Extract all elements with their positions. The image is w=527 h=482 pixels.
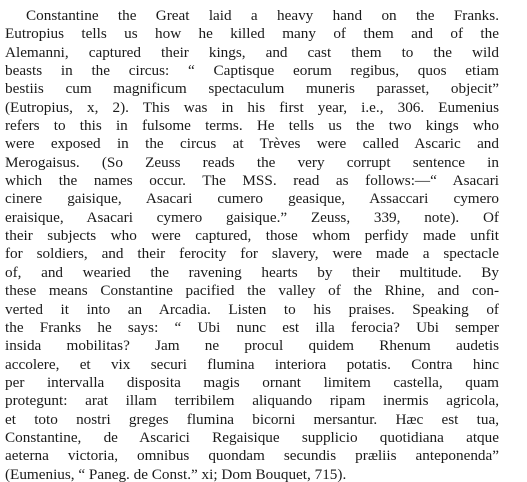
text-line: et toto nostri greges flumina bicorni mersantur. Hæc est tua, <box>5 410 499 428</box>
text-line: per intervalla disposita magis ornant limitem castella, quam <box>5 373 499 391</box>
text-line: the Franks he says: “ Ubi nunc est illa ferocia? Ubi semper <box>5 318 499 336</box>
text-line: refers to this in fulsome terms. He tells us the two kings who <box>5 117 499 135</box>
text-line: eraisique, Asacari cymero gaisique.” Zeuss, 339, note). Of <box>5 208 499 226</box>
body-paragraph <box>5 7 499 482</box>
text-line: aeterna victoria, omnibus quondam secundis præliis anteponenda” <box>5 447 499 465</box>
text-line: Alemanni, captured their kings, and cast them to the wild <box>5 43 499 61</box>
text-line: insida mobilitas? Jam ne procul quidem Rhenum audetis <box>5 337 499 355</box>
text-line: Constantine the Great laid a heavy hand on the Franks. <box>26 7 499 24</box>
text-line: accolere, et vix securi flumina interiora potatis. Contra hinc <box>5 355 499 373</box>
text-line: cinere gaisique, Asacari cumero geasique, Assaccari cymero <box>5 190 499 208</box>
text-line: Merogaisus. (So Zeuss reads the very corrupt sentence in <box>5 153 499 171</box>
text-line: (Eutropius, x, 2). This was in his first year, i.e., 306. Eumenius <box>5 98 499 116</box>
text-line: which the names occur. The MSS. read as follows:—“ Asacari <box>5 172 499 190</box>
text-line: Eutropius tells us how he killed many of them and of the <box>5 25 499 43</box>
text-line: protegunt: arat illam terribilem aliquando ripam inermis agricola, <box>5 392 499 410</box>
text-line: beasts in the circus: “ Captisque eorum regibus, quos etiam <box>5 62 499 80</box>
text-line: (Eumenius, “ Paneg. de Const.” xi; Dom Bouquet, 715). <box>5 465 347 482</box>
text-line: verted it into an Arcadia. Listen to his praises. Speaking of <box>5 300 499 318</box>
text-line: of, and wearied the ravening hearts by their multitude. By <box>5 263 499 281</box>
text-line: bestiis cum magnificum spectaculum muneris parasset, objecit” <box>5 80 499 98</box>
text-line: these means Constantine pacified the valley of the Rhine, and con- <box>5 282 499 300</box>
text-line: were exposed in the circus at Trèves were called Ascaric and <box>5 135 499 153</box>
text-line: their subjects who were captured, those whom perfidy made unfit <box>5 227 499 245</box>
text-line: for soldiers, and their ferocity for slavery, were made a spectacle <box>5 245 499 263</box>
text-line: Constantine, de Ascarici Regaisique supplicio quotidiana atque <box>5 428 499 446</box>
